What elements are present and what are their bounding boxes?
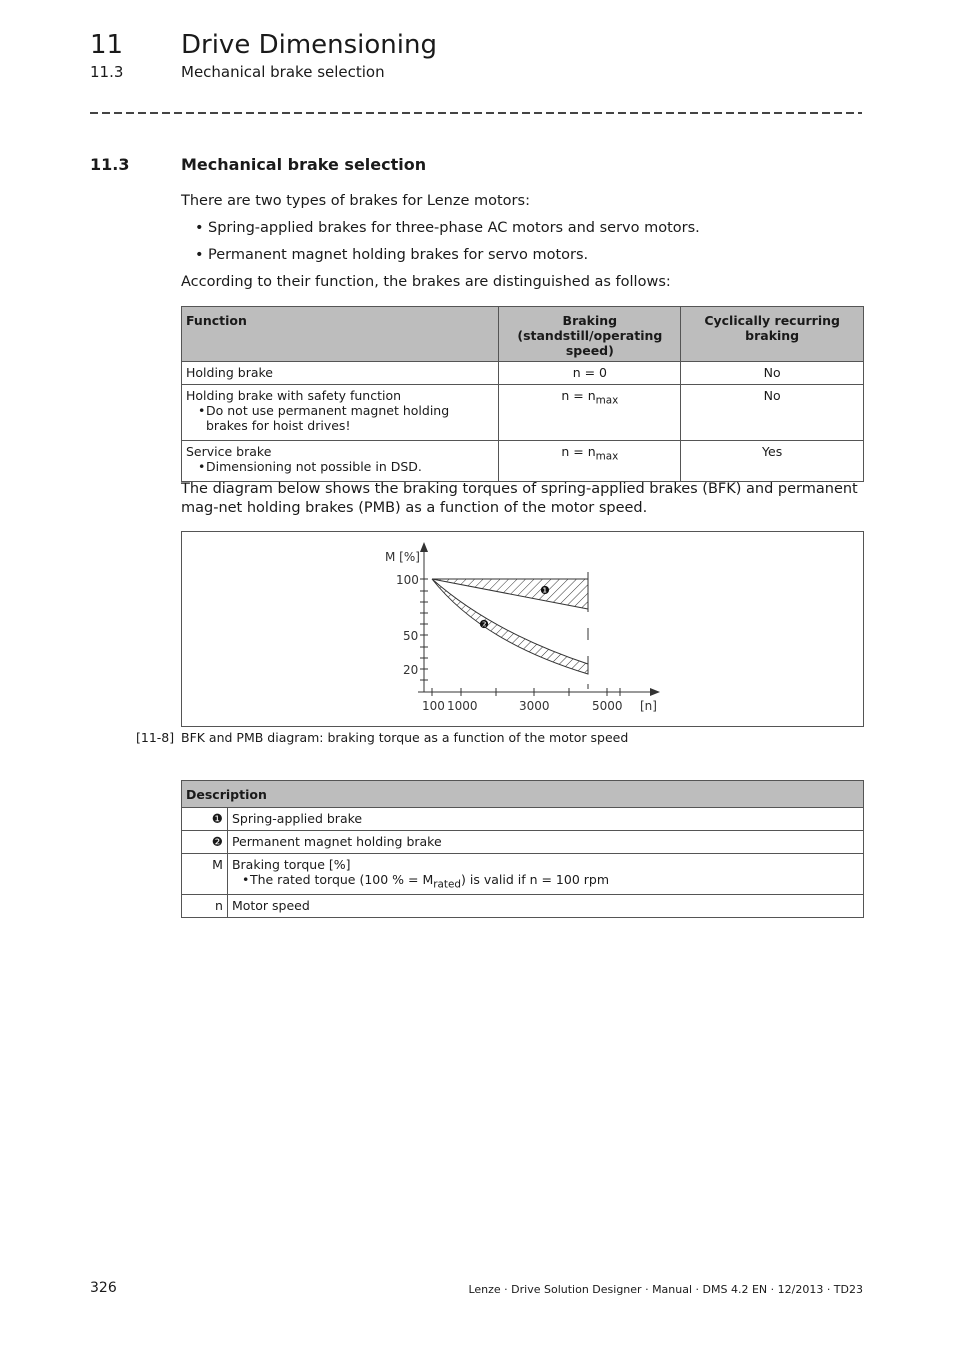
cell-value: Permanent magnet holding brake — [227, 831, 863, 854]
section-number: 11.3 — [90, 155, 130, 174]
x-axis-label: [n] — [640, 699, 657, 713]
table-row — [182, 385, 864, 441]
diagram-frame — [181, 531, 864, 727]
figure-label: [11-8] — [136, 730, 175, 745]
cell-cyclic: Yes — [681, 441, 864, 482]
table-row — [182, 894, 864, 917]
cell-note: Dimensioning not possible in DSD. — [206, 459, 422, 474]
bullet-text: Spring-applied brakes for three-phase AC motors and servo motors. — [208, 220, 700, 236]
header-divider — [90, 112, 862, 114]
cell-function: Service brake •Dimensioning not possible in DSD. — [182, 441, 499, 482]
x-tick-label: 5000 — [592, 699, 623, 713]
y-tick-label: 20 — [403, 663, 419, 677]
series-marker-1: ❶ — [540, 584, 550, 597]
chapter-number: 11 — [90, 30, 124, 60]
y-axis-arrow — [420, 542, 428, 552]
cell-value: Braking torque [%] •The rated torque (100 % = $M_{rated}$) is valid if n = 100 rpm — [227, 854, 863, 895]
cell-key: M — [182, 854, 228, 895]
column-header-description: Description — [182, 781, 864, 808]
column-header-braking: Braking (standstill/operating speed) — [499, 307, 681, 362]
table-header-row — [182, 781, 864, 808]
cell-note: •The rated torque (100 % = $M_{rated}$) is valid if n = 100 rpm — [241, 872, 610, 891]
cell-function: Holding brake with safety function •Do not use permanent magnet holding brakes for hoist drives! — [182, 385, 499, 441]
header-section-number: 11.3 — [90, 63, 124, 81]
cell-braking: n = 0 — [499, 362, 681, 385]
chapter-title: Drive Dimensioning — [181, 30, 437, 60]
table-row — [182, 808, 864, 831]
series-marker-2: ❷ — [479, 618, 489, 631]
x-axis-arrow — [650, 688, 660, 696]
cell-key: ❷ — [182, 831, 228, 854]
cell-key: ❶ — [182, 808, 228, 831]
cell-note: Do not use permanent magnet holding brakes for hoist drives! — [206, 403, 450, 433]
cell-key: n — [182, 894, 228, 917]
diagram-intro-paragraph: The diagram below shows the braking torques of spring-applied brakes (BFK) and permanent mag-net holding brakes (PMB) as a function of the motor speed. — [181, 481, 858, 516]
intro-paragraph: There are two types of brakes for Lenze motors: — [181, 193, 530, 209]
distinguish-paragraph: According to their function, the brakes are distinguished as follows: — [181, 274, 671, 290]
figure-caption: BFK and PMB diagram: braking torque as a function of the motor speed — [181, 730, 629, 745]
footer-doc-info: Lenze · Drive Solution Designer · Manual · DMS 4.2 EN · 12/2013 · TD23 — [468, 1283, 863, 1296]
page-number: 326 — [90, 1280, 117, 1296]
cell-value: Motor speed — [227, 894, 863, 917]
bullet-text: Permanent magnet holding brakes for servo motors. — [208, 247, 589, 263]
torque-speed-chart — [182, 532, 863, 726]
table-row — [182, 854, 864, 895]
cell-function: Holding brake — [182, 362, 499, 385]
x-tick-label: 3000 — [519, 699, 550, 713]
table-row — [182, 362, 864, 385]
cell-value: Spring-applied brake — [227, 808, 863, 831]
x-tick-label: 100 — [422, 699, 445, 713]
section-title: Mechanical brake selection — [181, 155, 427, 174]
list-item: • Permanent magnet holding brakes for servo motors. — [195, 247, 589, 263]
description-table — [181, 780, 864, 918]
cell-braking: $n = n_{max}$ — [499, 385, 681, 441]
table-header-row — [182, 307, 864, 362]
y-tick-label: 100 — [396, 573, 419, 587]
cell-braking: $n = n_{max}$ — [499, 441, 681, 482]
x-tick-label: 1000 — [447, 699, 478, 713]
table-row — [182, 831, 864, 854]
header-section-title: Mechanical brake selection — [181, 63, 385, 81]
table-row — [182, 441, 864, 482]
y-tick-label: 50 — [403, 629, 419, 643]
cell-cyclic: No — [681, 362, 864, 385]
y-axis-label: M [%] — [385, 550, 420, 564]
cell-cyclic: No — [681, 385, 864, 441]
column-header-function: Function — [182, 307, 499, 362]
brake-function-table — [181, 306, 864, 482]
list-item: • Spring-applied brakes for three-phase AC motors and servo motors. — [195, 220, 700, 236]
column-header-cyclic: Cyclically recurring braking — [681, 307, 864, 362]
